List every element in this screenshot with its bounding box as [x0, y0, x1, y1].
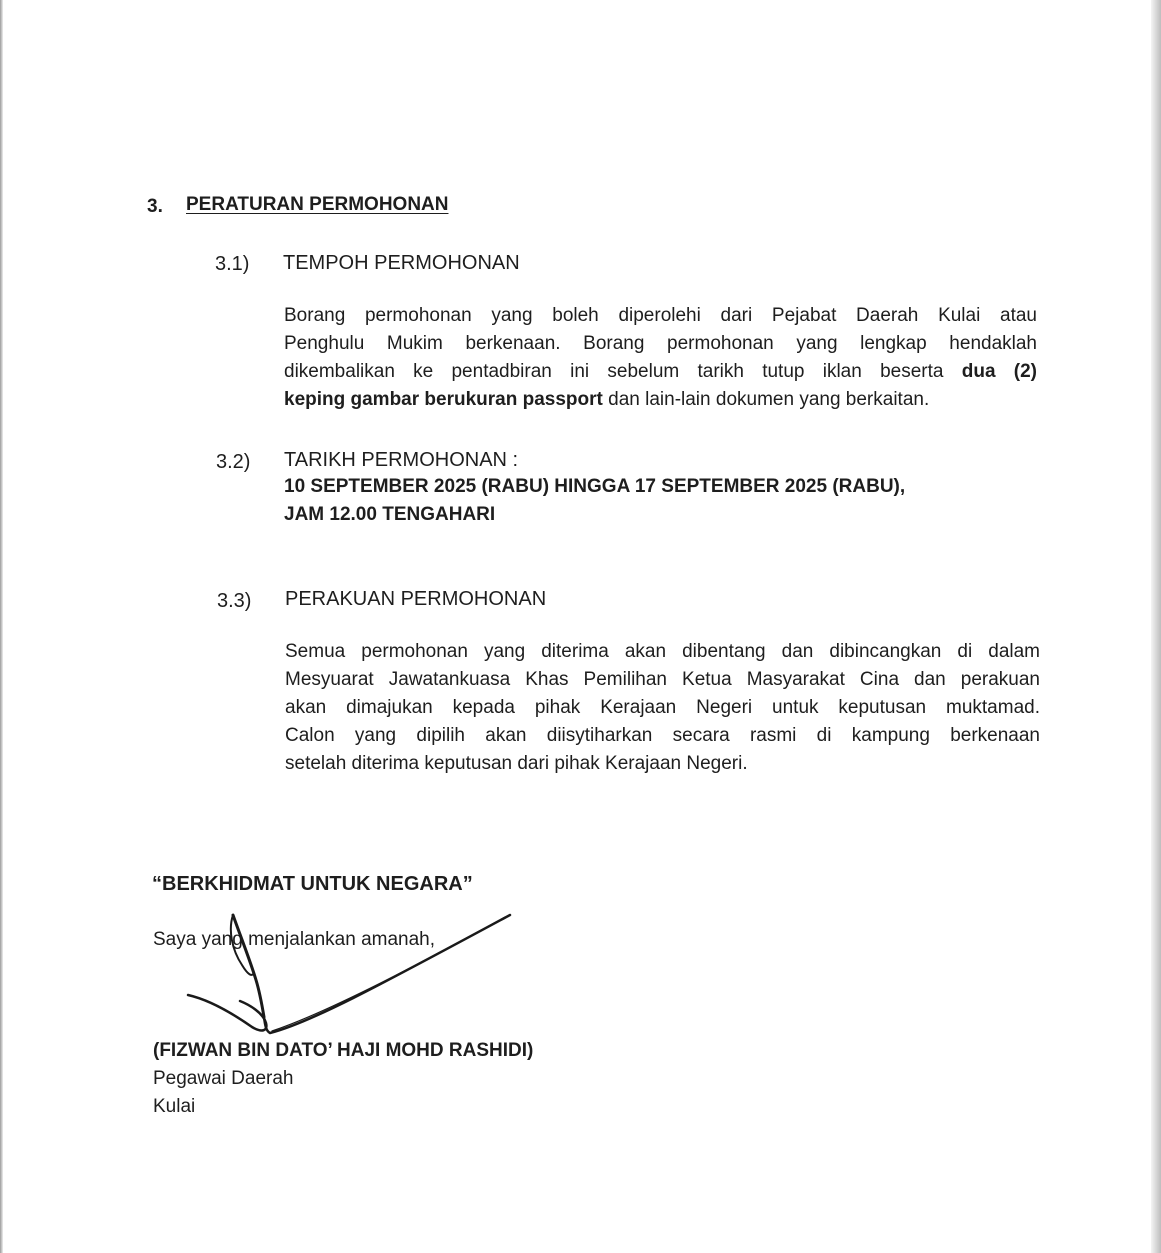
paragraph-line: Penghulu Mukim berkenaan. Borang permohonan yang lengkap hendaklah [284, 333, 1037, 354]
paragraph-line: Semua permohonan yang diterima akan dibentang dan dibincangkan di dalam [285, 641, 1040, 662]
page-edge-right [1151, 0, 1161, 1253]
paragraph-text: dikembalikan ke pentadbiran ini sebelum tarikh tutup iklan beserta [284, 361, 962, 382]
subsection-3-3-paragraph [285, 638, 1040, 778]
section-number: 3. [147, 196, 163, 217]
section-title: PERATURAN PERMOHONAN [186, 194, 449, 215]
paragraph-line: akan dimajukan kepada pihak Kerajaan Negeri untuk keputusan muktamad. [285, 697, 1040, 718]
subsection-3-3-number: 3.3) [217, 590, 252, 612]
paragraph-line: Calon yang dipilih akan diisytiharkan secara rasmi di kampung berkenaan [285, 725, 1040, 746]
subsection-3-1-title: TEMPOH PERMOHONAN [283, 252, 520, 274]
closing-phrase: Saya yang menjalankan amanah, [153, 929, 436, 950]
handwritten-signature [170, 905, 520, 1040]
photo-size-emphasis: keping gambar berukuran passport [284, 389, 603, 410]
paragraph-line: Borang permohonan yang boleh diperolehi dari Pejabat Daerah Kulai atau [284, 305, 1037, 326]
photo-count-emphasis: dua (2) [961, 361, 1038, 382]
subsection-3-1-number: 3.1) [215, 253, 250, 275]
paragraph-line [284, 358, 1037, 386]
signatory-position: Pegawai Daerah [153, 1068, 294, 1089]
paragraph-line: Mesyuarat Jawatankuasa Khas Pemilihan Ketua Masyarakat Cina dan perakuan [285, 669, 1040, 690]
page-edge-left [0, 0, 3, 1253]
signatory-name: (FIZWAN BIN DATO’ HAJI MOHD RASHIDI) [153, 1040, 534, 1061]
paragraph-text: dan lain-lain dokumen yang berkaitan. [602, 389, 930, 410]
subsection-3-3-title: PERAKUAN PERMOHONAN [285, 588, 547, 610]
paragraph-line [284, 386, 1037, 414]
subsection-3-2-number: 3.2) [216, 451, 251, 473]
motto: “BERKHIDMAT UNTUK NEGARA” [152, 873, 473, 895]
application-deadline-time: JAM 12.00 TENGAHARI [284, 504, 496, 525]
application-date-range: 10 SEPTEMBER 2025 (RABU) HINGGA 17 SEPTEMBER 2025 (RABU), [284, 476, 906, 497]
subsection-3-1-paragraph [284, 302, 1037, 414]
paragraph-line: setelah diterima keputusan dari pihak Kerajaan Negeri. [285, 753, 748, 774]
subsection-3-2-title: TARIKH PERMOHONAN : [284, 449, 519, 471]
signatory-place: Kulai [153, 1096, 196, 1117]
